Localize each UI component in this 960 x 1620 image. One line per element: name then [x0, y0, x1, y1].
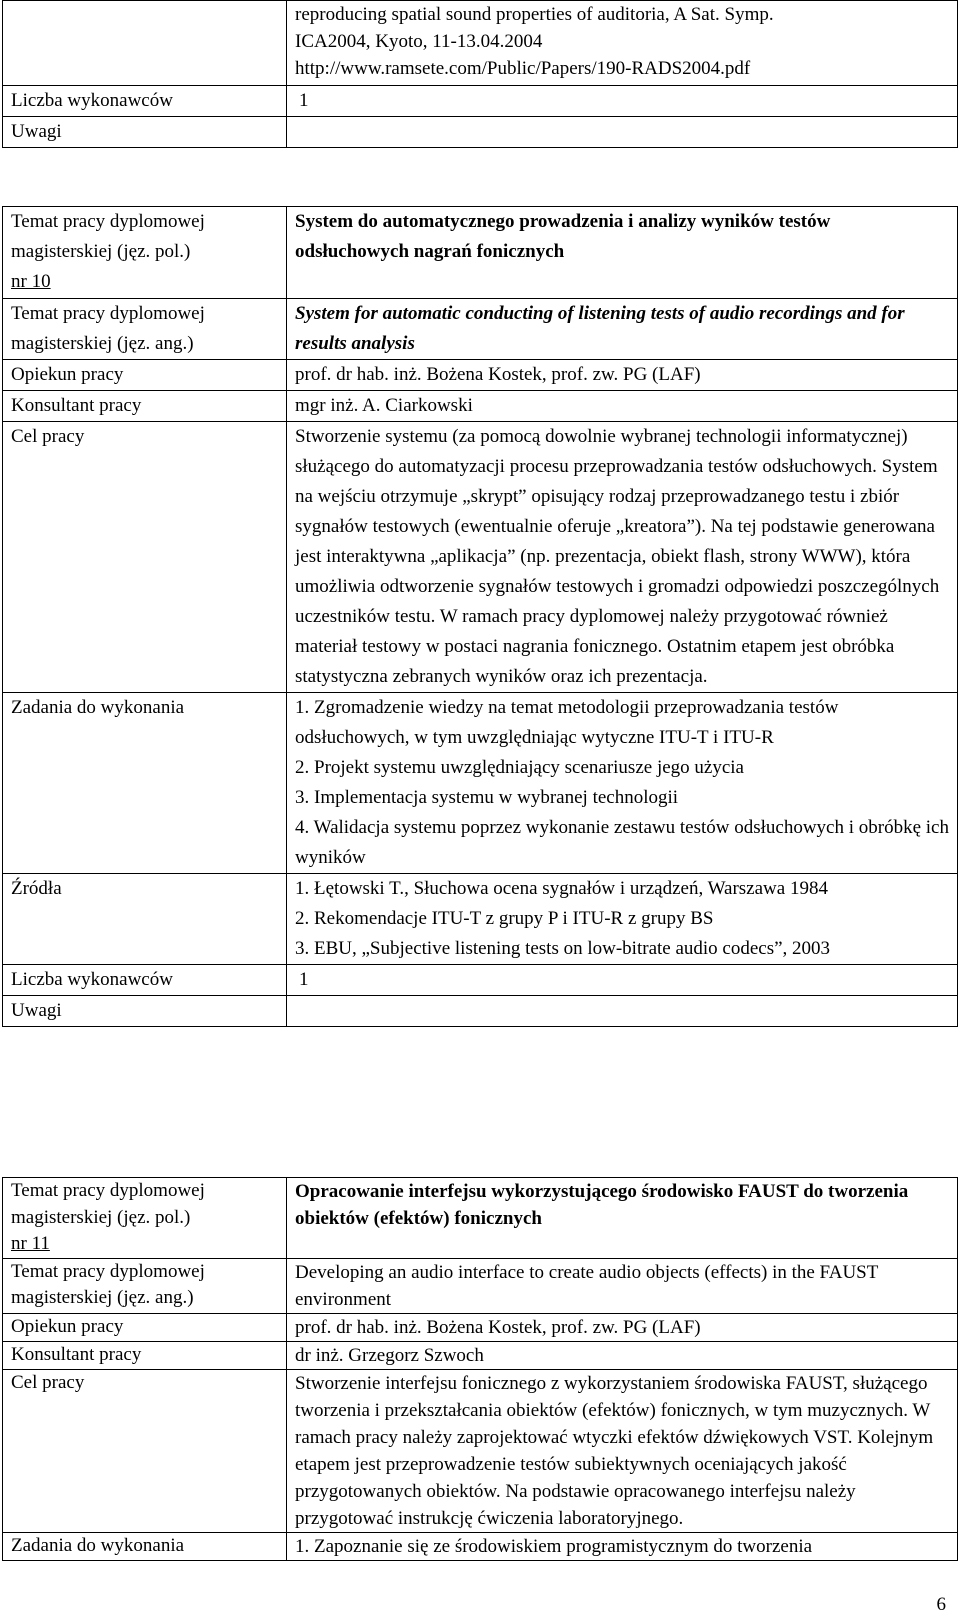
goal-row [3, 1369, 958, 1532]
tasks-list [287, 693, 958, 874]
consultant-row [3, 391, 958, 422]
list-item: 1. Zapoznanie się ze środowiskiem programistycznym do tworzenia [295, 1535, 813, 1557]
page-number: 6 [936, 1594, 946, 1615]
remarks-label: Uwagi [3, 996, 287, 1027]
source-line: reproducing spatial sound properties of auditoria, A Sat. Symp. [295, 4, 774, 25]
supervisor: prof. dr hab. inż. Bożena Kostek, prof. zw. PG (LAF) [287, 360, 958, 391]
count-row [3, 86, 958, 117]
goal-label: Cel pracy [3, 1369, 287, 1532]
remarks-row [3, 117, 958, 148]
sources-row [3, 874, 958, 965]
title-en-row [3, 1258, 958, 1313]
title-pl-label: Temat pracy dyplomowej magisterskiej (jęz. pol.) [11, 1180, 205, 1228]
list-item: 3. EBU, „Subjective listening tests on low-bitrate audio codecs”, 2003 [295, 938, 831, 959]
remarks-value [287, 117, 958, 148]
list-item: 3. Implementacja systemu w wybranej technologii [295, 787, 679, 808]
list-item: 4. Walidacja systemu poprzez wykonanie zestawu testów odsłuchowych i obróbkę ich wyników [295, 817, 949, 868]
goal: Stworzenie systemu (za pomocą dowolnie wybranej technologii informatycznej) służącego do automatyzacji procesu przeprowadzania testów odsłuchowych. System na wejściu otrzymuje „skrypt” opisujący rodzaj przeprowadzanego testu i zbiór sygnałów testowych (ewentualnie oferuje „kreatora”). Na tej podstawie generowana jest interaktywna „aplikacja” (np. prezentacja, obiekt flash, strony WWW), która umożliwia odtworzenie sygnałów testowych i gromadzi odpowiedzi poszczególnych uczestników testu. W ramach pracy dyplomowej należy przygotować również materiał testowy w postaci nagrania fonicznego. Ostatnim etapem jest obróbka statystyczna zebranych wyników oraz ich prezentacja. [287, 422, 958, 693]
thesis-number: nr 10 [11, 271, 51, 292]
list-item: 2. Rekomendacje ITU-T z grupy P i ITU-R z grupy BS [295, 908, 714, 929]
tasks-row [3, 693, 958, 874]
tasks-label: Zadania do wykonania [3, 693, 287, 874]
sources-cell [287, 1, 958, 86]
tasks-row [3, 1532, 958, 1560]
consultant: mgr inż. A. Ciarkowski [287, 391, 958, 422]
thesis-11-table [2, 1177, 958, 1561]
thesis-10-table [2, 206, 958, 1027]
list-item: 1. Łętowski T., Słuchowa ocena sygnałów i urządzeń, Warszawa 1984 [295, 878, 828, 899]
title-en: System for automatic conducting of listening tests of audio recordings and for results analysis [287, 299, 958, 360]
title-en-label: Temat pracy dyplomowej magisterskiej (jęz. ang.) [3, 299, 287, 360]
source-line: ICA2004, Kyoto, 11-13.04.2004 [295, 31, 543, 52]
count-row [3, 965, 958, 996]
title-pl-row [3, 207, 958, 299]
title-en-row [3, 299, 958, 360]
supervisor-label: Opiekun pracy [3, 360, 287, 391]
tasks-list [287, 1532, 958, 1560]
sources-row [3, 1, 958, 86]
count-value: 1 [299, 969, 309, 990]
title-pl-row [3, 1178, 958, 1259]
title-pl: System do automatycznego prowadzenia i analizy wyników testów odsłuchowych nagrań fonicznych [287, 207, 958, 299]
consultant-row [3, 1341, 958, 1369]
goal-row [3, 422, 958, 693]
supervisor-row [3, 1313, 958, 1341]
sources-label: Źródła [3, 874, 287, 965]
previous-thesis-table [2, 0, 958, 148]
source-line: http://www.ramsete.com/Public/Papers/190-RADS2004.pdf [295, 58, 751, 79]
list-item: 2. Projekt systemu uwzględniający scenariusze jego użycia [295, 757, 744, 778]
supervisor-row [3, 360, 958, 391]
goal: Stworzenie interfejsu fonicznego z wykorzystaniem środowiska FAUST, służącego tworzenia i przekształcania obiektów (efektów) fonicznych, w tym muzycznych. W ramach pracy należy zaprojektować wtyczki efektów dźwiękowych VST. Kolejnym etapem jest przeprowadzenie testów subiektywnych oceniających jakość przygotowanych obiektów. Na podstawie opracowanego interfejsu należy przygotować instrukcję ćwiczenia laboratoryjnego. [287, 1369, 958, 1532]
consultant-label: Konsultant pracy [3, 1341, 287, 1369]
remarks-value [287, 996, 958, 1027]
list-item: 1. Zgromadzenie wiedzy na temat metodologii przeprowadzania testów odsłuchowych, w tym uwzględniając wytyczne ITU-T i ITU-R [295, 697, 839, 748]
count-label: Liczba wykonawców [11, 90, 173, 111]
count-label: Liczba wykonawców [11, 969, 173, 990]
supervisor-label: Opiekun pracy [3, 1313, 287, 1341]
title-en-label: Temat pracy dyplomowej magisterskiej (jęz. ang.) [3, 1258, 287, 1313]
title-en: Developing an audio interface to create audio objects (effects) in the FAUST environment [287, 1258, 958, 1313]
remarks-label: Uwagi [3, 117, 287, 148]
supervisor: prof. dr hab. inż. Bożena Kostek, prof. zw. PG (LAF) [287, 1313, 958, 1341]
consultant-label: Konsultant pracy [3, 391, 287, 422]
title-pl: Opracowanie interfejsu wykorzystującego środowisko FAUST do tworzenia obiektów (efektów) fonicznych [287, 1178, 958, 1259]
title-pl-label: Temat pracy dyplomowej magisterskiej (jęz. pol.) [11, 211, 205, 262]
consultant: dr inż. Grzegorz Szwoch [287, 1341, 958, 1369]
tasks-label: Zadania do wykonania [3, 1532, 287, 1560]
count-value: 1 [299, 90, 309, 111]
sources-list [287, 874, 958, 965]
goal-label: Cel pracy [3, 422, 287, 693]
thesis-number: nr 11 [11, 1233, 50, 1254]
remarks-row [3, 996, 958, 1027]
